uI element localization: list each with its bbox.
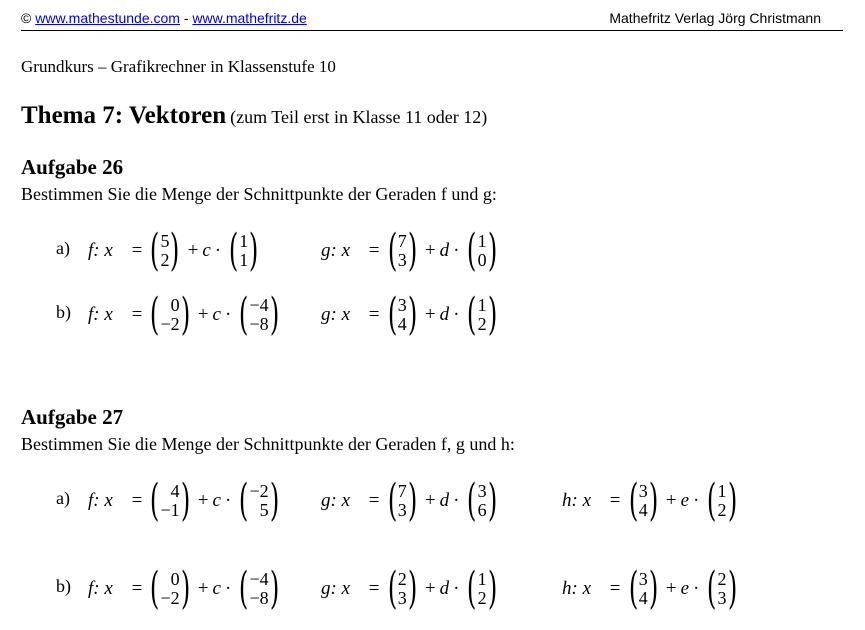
header-links [21, 10, 307, 26]
vector-components [249, 296, 268, 334]
item-label: a) [56, 238, 70, 258]
vector-component-bottom: 3 [397, 500, 407, 520]
line-equation [88, 564, 283, 614]
vector-component-bottom: −2 [160, 588, 180, 608]
line-equation [321, 226, 501, 276]
vector-component-bottom: 3 [397, 250, 407, 270]
vector-components [639, 482, 648, 520]
left-paren: ( [150, 225, 160, 276]
vector-component-top: 1 [239, 231, 249, 251]
vector-component-bottom: 4 [397, 314, 407, 334]
line-equation [321, 564, 501, 614]
vector-components [398, 570, 407, 608]
dot-operator: · [453, 240, 460, 261]
right-paren: ) [727, 475, 737, 526]
vector-component-top: 1 [477, 295, 487, 315]
vector-x-symbol: : x⃗ [330, 490, 365, 511]
vector-component-bottom: 3 [717, 588, 727, 608]
vector-component-top: 2 [397, 569, 407, 589]
line-name: g [321, 304, 331, 325]
vector-components [639, 570, 648, 608]
left-paren: ( [228, 225, 239, 276]
plus-sign: + [197, 578, 209, 599]
vector-component-bottom: 4 [638, 500, 648, 520]
vector-x-symbol: : x⃗ [93, 240, 128, 261]
column-vector [235, 563, 283, 614]
vector-components [718, 482, 727, 520]
plus-sign: + [665, 578, 677, 599]
left-paren: ( [628, 563, 638, 614]
parameter-name: c [212, 490, 221, 511]
column-vector [463, 289, 500, 340]
line-name: f [88, 240, 94, 261]
parameter-name: c [212, 304, 221, 325]
line-name: f [88, 578, 94, 599]
plus-sign: + [665, 490, 677, 511]
line-name: h [562, 490, 572, 511]
vector-component-top: 5 [160, 231, 170, 251]
column-vector [235, 475, 283, 526]
vector-component-top: 4 [170, 481, 180, 501]
column-vector [703, 475, 740, 526]
right-paren: ) [269, 475, 279, 526]
item-label: b) [56, 302, 71, 322]
mathestunde-link[interactable]: www.mathestunde.com [35, 10, 180, 26]
right-paren: ) [487, 563, 497, 614]
aufgabe-27-title: Aufgabe 27 [21, 405, 124, 429]
column-vector [384, 563, 421, 614]
line-name: h [562, 578, 572, 599]
vector-component-top: −4 [249, 569, 269, 589]
vector-component-bottom: 4 [638, 588, 648, 608]
vector-component-bottom: −2 [160, 314, 180, 334]
vector-component-bottom: 0 [477, 250, 487, 270]
plus-sign: + [424, 240, 436, 261]
right-paren: ) [180, 289, 190, 340]
vector-components [160, 296, 179, 334]
vector-component-bottom: −8 [249, 588, 269, 608]
vector-x-symbol: : x⃗ [330, 578, 365, 599]
parameter-name: d [439, 490, 450, 511]
thema-heading [21, 102, 487, 130]
vector-x-symbol: : x⃗ [571, 490, 606, 511]
aufgabe-26-title: Aufgabe 26 [21, 155, 124, 179]
dot-operator: · [224, 304, 232, 325]
column-vector [146, 289, 194, 340]
vector-components [249, 570, 268, 608]
parameter-name: e [680, 578, 690, 599]
header-separator: - [179, 10, 193, 26]
line-equation [88, 476, 283, 526]
left-paren: ( [707, 475, 717, 526]
column-vector [146, 563, 194, 614]
vector-components [718, 570, 727, 608]
vector-component-bottom: 1 [239, 250, 249, 270]
dot-operator: · [224, 490, 232, 511]
column-vector [384, 225, 421, 276]
aufgabe-27-text: Bestimmen Sie die Menge der Schnittpunkte der Geraden f, g und h: [21, 434, 515, 454]
vector-component-top: 1 [477, 231, 487, 251]
right-paren: ) [407, 563, 417, 614]
column-vector [225, 225, 262, 276]
left-paren: ( [387, 563, 397, 614]
vector-x-symbol: : x⃗ [93, 490, 128, 511]
left-paren: ( [239, 289, 249, 340]
right-paren: ) [487, 225, 497, 276]
right-paren: ) [648, 475, 658, 526]
right-paren: ) [269, 289, 279, 340]
left-paren: ( [150, 475, 160, 526]
left-paren: ( [387, 475, 397, 526]
vector-x-symbol: : x⃗ [93, 304, 128, 325]
parameter-name: d [439, 240, 450, 261]
right-paren: ) [487, 475, 497, 526]
vector-components [478, 232, 487, 270]
line-equation [321, 290, 501, 340]
vector-components [398, 296, 407, 334]
vector-component-top: 7 [397, 231, 407, 251]
left-paren: ( [239, 475, 249, 526]
left-paren: ( [628, 475, 638, 526]
right-paren: ) [407, 475, 417, 526]
line-equation [88, 290, 283, 340]
equals-sign: = [368, 304, 380, 325]
right-paren: ) [407, 225, 417, 276]
line-equation [321, 476, 501, 526]
line-name: g [321, 240, 331, 261]
column-vector [384, 475, 421, 526]
left-paren: ( [150, 563, 160, 614]
vector-component-top: −2 [249, 481, 269, 501]
vector-components [160, 232, 169, 270]
left-paren: ( [387, 289, 397, 340]
column-vector [146, 225, 183, 276]
parameter-name: d [439, 304, 450, 325]
left-paren: ( [150, 289, 160, 340]
dot-operator: · [453, 304, 460, 325]
right-paren: ) [170, 225, 180, 276]
publisher-name: Mathefritz Verlag Jörg Christmann [609, 10, 821, 26]
column-vector [625, 475, 662, 526]
vector-components [160, 570, 179, 608]
equals-sign: = [131, 240, 143, 261]
line-equation [562, 564, 741, 614]
vector-component-bottom: 2 [477, 588, 487, 608]
vector-components [239, 232, 248, 270]
line-name: f [88, 304, 94, 325]
line-name: g [321, 490, 331, 511]
thema-note: (zum Teil erst in Klasse 11 oder 12) [230, 107, 488, 127]
vector-component-top: 7 [397, 481, 407, 501]
column-vector [625, 563, 662, 614]
vector-component-top: 2 [717, 569, 727, 589]
left-paren: ( [467, 475, 477, 526]
plus-sign: + [424, 490, 436, 511]
copyright-symbol: © [21, 10, 32, 26]
left-paren: ( [707, 563, 717, 614]
vector-components [398, 232, 407, 270]
line-name: g [321, 578, 331, 599]
vector-component-top: 3 [397, 295, 407, 315]
vector-component-top: 0 [170, 295, 180, 315]
plus-sign: + [197, 490, 209, 511]
vector-components [478, 482, 487, 520]
page-header [21, 8, 843, 31]
vector-x-symbol: : x⃗ [93, 578, 128, 599]
plus-sign: + [187, 240, 199, 261]
vector-component-top: 3 [477, 481, 487, 501]
line-equation [88, 226, 262, 276]
vector-x-symbol: : x⃗ [330, 304, 365, 325]
item-label: b) [56, 576, 71, 596]
vector-component-top: 1 [477, 569, 487, 589]
vector-component-top: 1 [717, 481, 727, 501]
dot-operator: · [693, 578, 700, 599]
left-paren: ( [467, 225, 477, 276]
vector-components [478, 296, 487, 334]
equals-sign: = [131, 490, 143, 511]
vector-component-top: 0 [170, 569, 180, 589]
plus-sign: + [424, 304, 436, 325]
right-paren: ) [727, 563, 737, 614]
vector-x-symbol: : x⃗ [330, 240, 365, 261]
plus-sign: + [197, 304, 209, 325]
dot-operator: · [214, 240, 222, 261]
left-paren: ( [467, 563, 477, 614]
dot-operator: · [453, 578, 460, 599]
vector-components [398, 482, 407, 520]
column-vector [703, 563, 740, 614]
equals-sign: = [368, 490, 380, 511]
mathefritz-link[interactable]: www.mathefritz.de [192, 10, 307, 26]
parameter-name: c [202, 240, 211, 261]
aufgabe-26-text: Bestimmen Sie die Menge der Schnittpunkte der Geraden f und g: [21, 184, 497, 204]
right-paren: ) [407, 289, 417, 340]
left-paren: ( [239, 563, 249, 614]
column-vector [384, 289, 421, 340]
column-vector [463, 475, 500, 526]
dot-operator: · [224, 578, 232, 599]
equals-sign: = [131, 578, 143, 599]
vector-component-bottom: 5 [259, 500, 269, 520]
line-equation [562, 476, 741, 526]
column-vector [146, 475, 194, 526]
parameter-name: c [212, 578, 221, 599]
plus-sign: + [424, 578, 436, 599]
equals-sign: = [609, 578, 621, 599]
vector-component-bottom: 6 [477, 500, 487, 520]
equals-sign: = [368, 240, 380, 261]
right-paren: ) [249, 225, 259, 276]
vector-component-bottom: 2 [717, 500, 727, 520]
vector-component-top: −4 [249, 295, 269, 315]
vector-component-top: 3 [638, 569, 648, 589]
dot-operator: · [693, 490, 700, 511]
parameter-name: e [680, 490, 690, 511]
right-paren: ) [180, 563, 190, 614]
left-paren: ( [467, 289, 477, 340]
vector-component-bottom: −8 [249, 314, 269, 334]
vector-component-bottom: 2 [477, 314, 487, 334]
vector-component-top: 3 [638, 481, 648, 501]
vector-components [160, 482, 179, 520]
vector-components [249, 482, 268, 520]
right-paren: ) [269, 563, 279, 614]
right-paren: ) [180, 475, 190, 526]
parameter-name: d [439, 578, 450, 599]
vector-components [478, 570, 487, 608]
vector-x-symbol: : x⃗ [571, 578, 606, 599]
column-vector [463, 563, 500, 614]
vector-component-bottom: 2 [160, 250, 170, 270]
vector-component-bottom: 3 [397, 588, 407, 608]
item-label: a) [56, 488, 70, 508]
equals-sign: = [609, 490, 621, 511]
course-title: Grundkurs – Grafikrechner in Klassenstufe 10 [21, 57, 336, 76]
right-paren: ) [487, 289, 497, 340]
column-vector [235, 289, 283, 340]
line-name: f [88, 490, 94, 511]
dot-operator: · [453, 490, 460, 511]
equals-sign: = [368, 578, 380, 599]
equals-sign: = [131, 304, 143, 325]
right-paren: ) [648, 563, 658, 614]
vector-component-bottom: −1 [160, 500, 180, 520]
thema-title: Thema 7: Vektoren [21, 102, 227, 129]
column-vector [463, 225, 500, 276]
left-paren: ( [387, 225, 397, 276]
